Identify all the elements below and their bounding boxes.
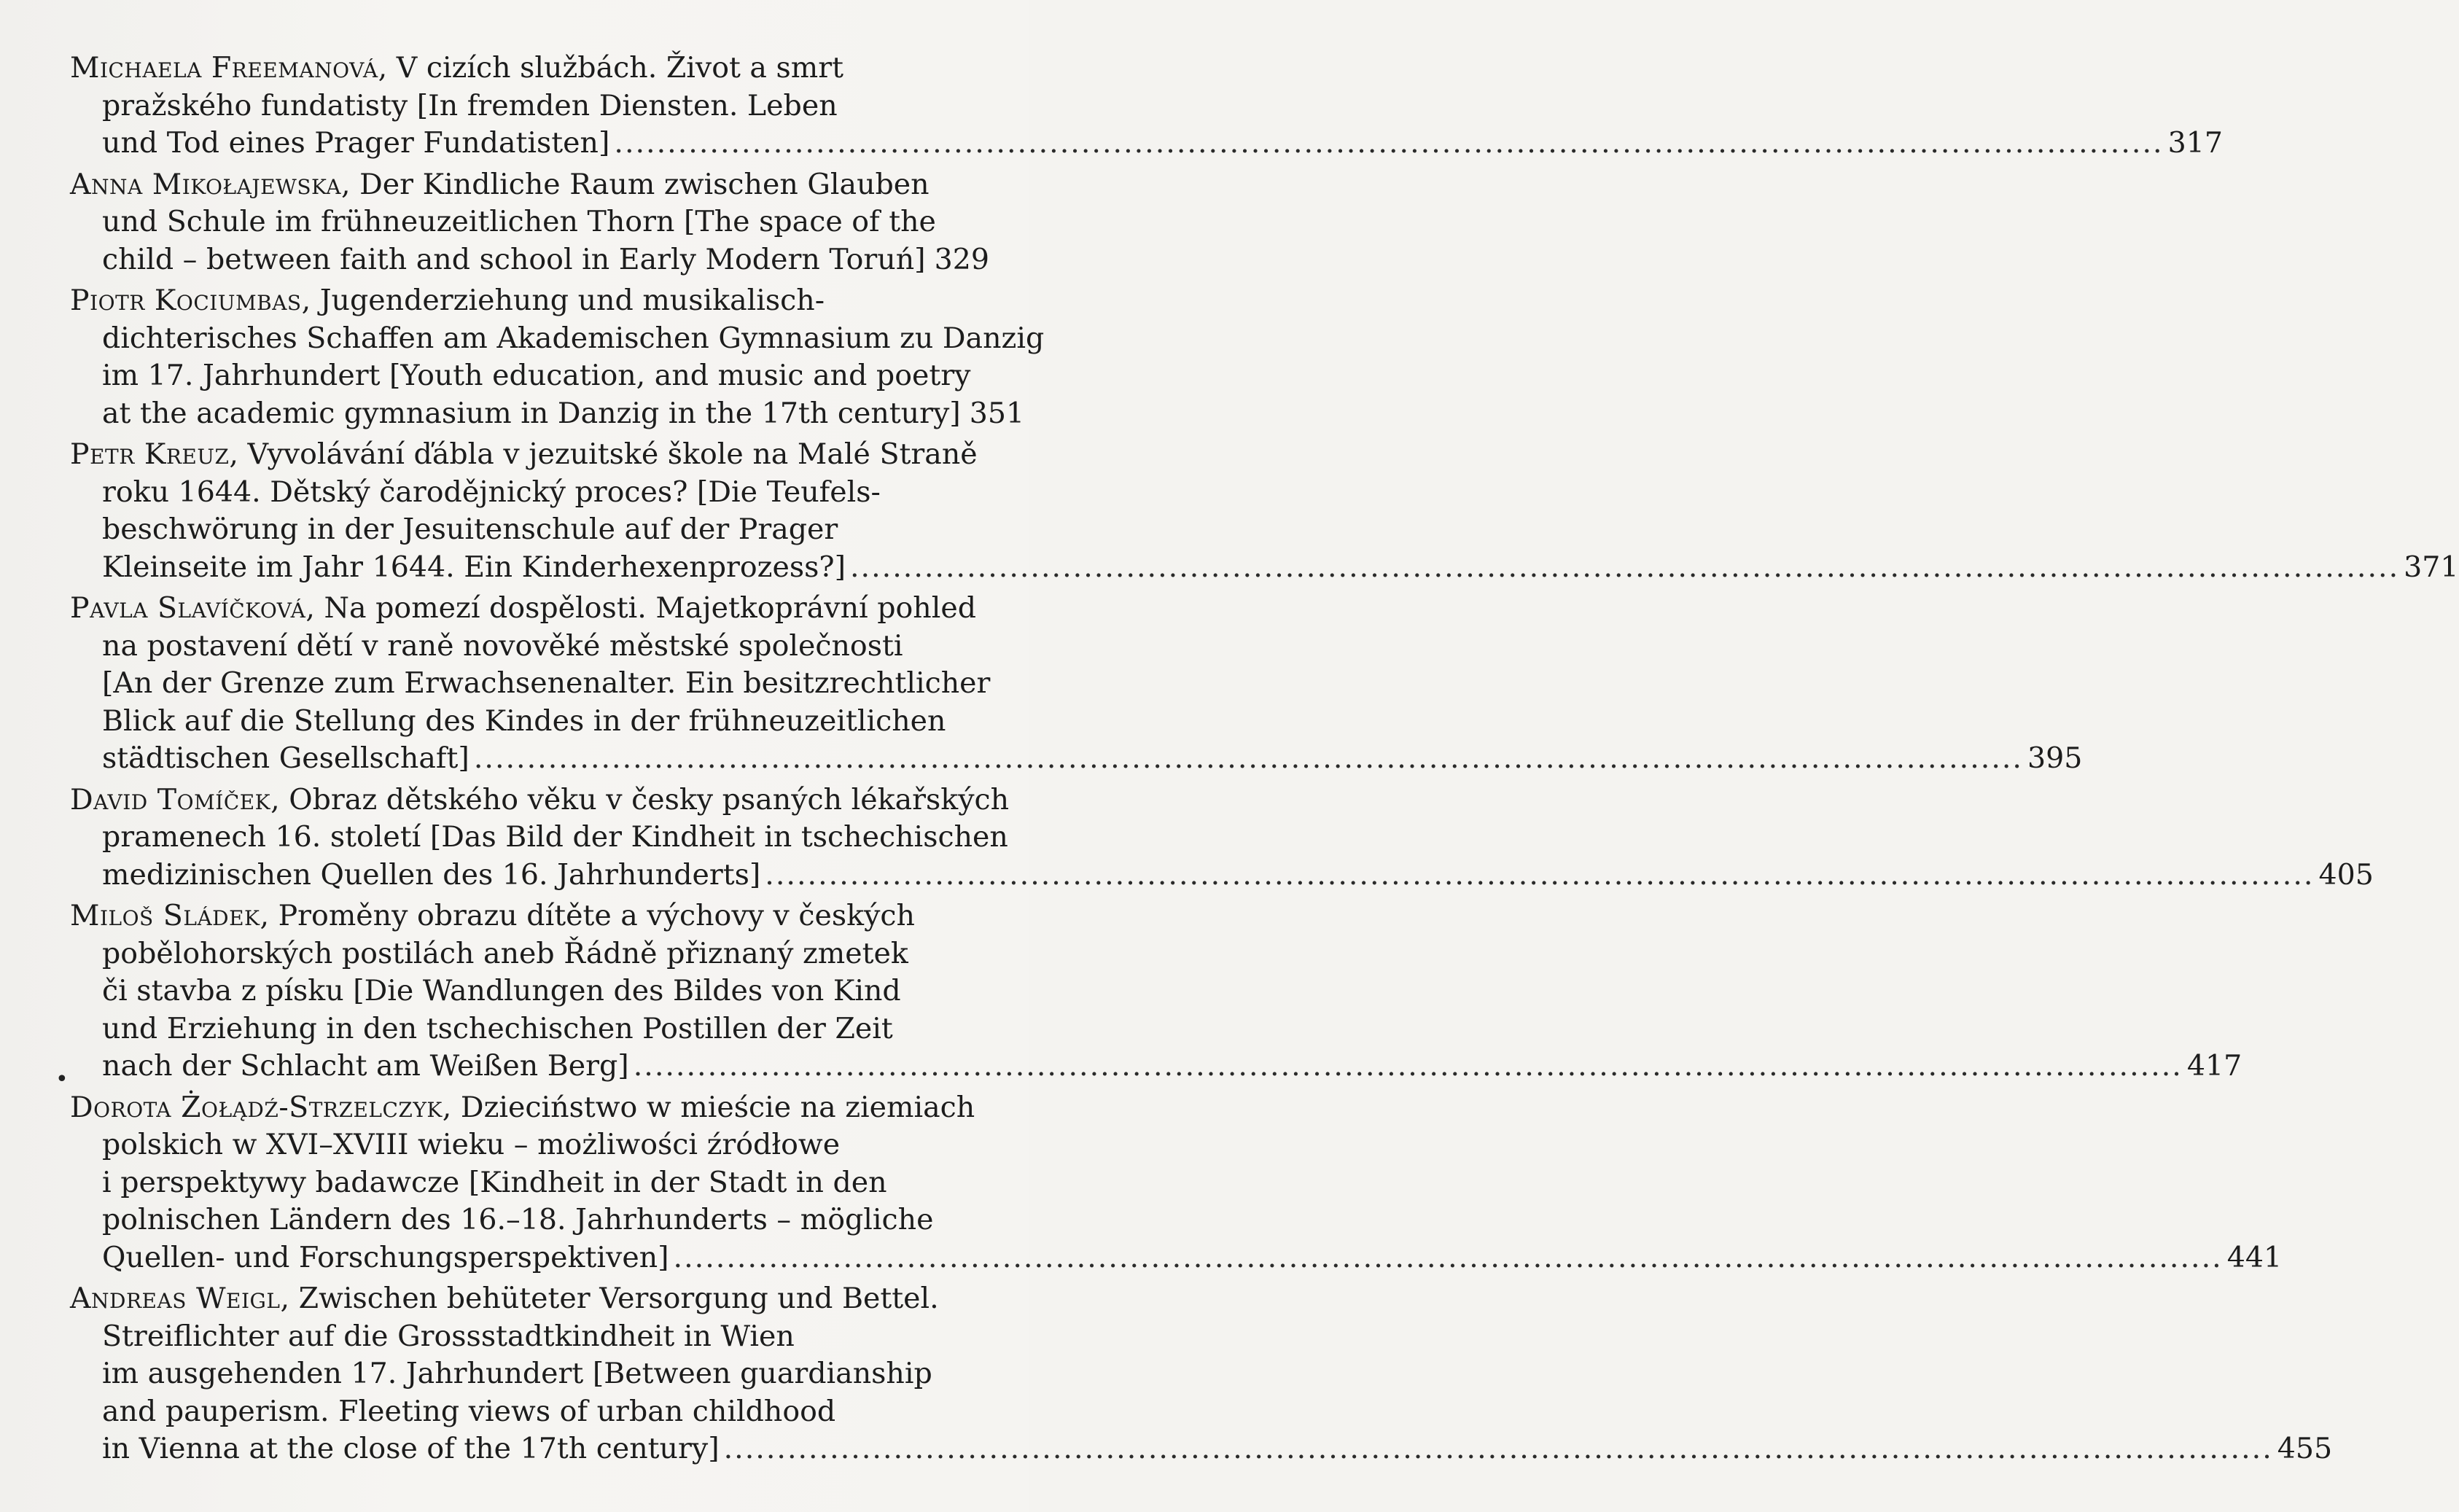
margin-mark: • — [55, 1067, 69, 1092]
entry-title-line: roku 1644. Dětský čarodějnický proces? [Die Teufels- — [102, 475, 881, 509]
entry-title-line: and pauperism. Fleeting views of urban childhood — [102, 1394, 836, 1428]
page-number: 395 — [2027, 741, 2083, 775]
toc-entry — [70, 50, 2223, 163]
entry-title-line: polnischen Ländern des 16.–18. Jahrhunderts – mögliche — [102, 1203, 934, 1236]
entry-title-line: , Obraz dětského věku v česky psaných lékařských — [270, 782, 1010, 817]
entry-title-line: , V cizích službách. Život a smrt — [378, 51, 844, 85]
dot-leader — [724, 1430, 2273, 1468]
entry-author: Pavla Slavíčková — [70, 591, 306, 625]
entry-title-line: und Schule im frühneuzeitlichen Thorn [The space of the — [102, 205, 936, 238]
entry-title-line: , Vyvolávání ďábla v jezuitské škole na Malé Straně — [229, 437, 978, 471]
toc-entry — [70, 590, 2083, 778]
entry-title-line: na postavení dětí v raně novověké městské společnosti — [102, 628, 903, 663]
entry-title-line: städtischen Gesellschaft] — [102, 741, 469, 775]
entry-author: Michaela Freemanová — [70, 51, 378, 85]
entry-title-line: pobělohorských postilách aneb Řádně přiznaný zmetek — [102, 936, 908, 970]
entry-title-line: , Zwischen behüteter Versorgung und Bettel. — [280, 1282, 939, 1315]
entry-title-line: im ausgehenden 17. Jahrhundert [Between guardianship — [102, 1357, 932, 1390]
dot-leader — [614, 125, 2163, 163]
dot-leader — [634, 1048, 2183, 1086]
entry-author: Piotr Kociumbas — [70, 284, 302, 317]
page-number: 441 — [2226, 1240, 2283, 1274]
entry-title-line: , Jugenderziehung und musikalisch- — [301, 284, 825, 317]
dot-leader — [850, 549, 2399, 587]
page-number: 351 — [969, 396, 1025, 430]
entry-title-line: Quellen- und Forschungsperspektiven] — [102, 1240, 669, 1274]
page-number: 405 — [2318, 857, 2374, 892]
entry-author: David Tomíček — [70, 782, 271, 817]
table-of-contents — [70, 50, 2459, 1472]
toc-entry — [70, 782, 2374, 895]
toc-entry — [70, 897, 2242, 1086]
entry-title-line: dichterisches Schaffen am Akademischen Gymnasium zu Danzig — [102, 321, 1045, 355]
entry-title-line: , Der Kindliche Raum zwischen Glauben — [341, 167, 930, 201]
entry-title-line: nach der Schlacht am Weißen Berg] — [102, 1049, 629, 1083]
entry-author: Anna Mikołajewska — [70, 167, 342, 201]
entry-title-line: Streiflichter auf die Grossstadtkindheit in Wien — [102, 1319, 795, 1353]
toc-entry — [70, 1089, 2283, 1277]
entry-title-line: im 17. Jahrhundert [Youth education, and music and poetry — [102, 359, 971, 392]
page-number: 329 — [934, 242, 989, 276]
entry-author: Dorota Żołądź-Strzelczyk — [70, 1090, 443, 1124]
entry-title-line: či stavba z písku [Die Wandlungen des Bildes von Kind — [102, 974, 901, 1008]
toc-entry — [70, 436, 2459, 586]
entry-author: Andreas Weigl — [70, 1282, 281, 1315]
dot-leader — [674, 1239, 2223, 1277]
entry-title-line: i perspektywy badawcze [Kindheit in der Stadt in den — [102, 1165, 887, 1199]
page-number: 371 — [2404, 550, 2459, 584]
entry-title-line: pramenech 16. století [Das Bild der Kindheit in tschechischen — [102, 820, 1008, 854]
entry-title-line: pražského fundatisty [In fremden Diensten. Leben — [102, 88, 838, 122]
entry-title-line: und Erziehung in den tschechischen Postillen der Zeit — [102, 1011, 893, 1045]
entry-author: Miloš Sládek — [70, 899, 260, 932]
entry-title-line: medizinischen Quellen des 16. Jahrhunderts] — [102, 857, 761, 892]
toc-entry — [70, 1280, 2333, 1468]
page-number: 417 — [2186, 1049, 2242, 1083]
dot-leader — [765, 857, 2314, 895]
entry-title-line: polskich w XVI–XVIII wieku – możliwości źródłowe — [102, 1128, 841, 1161]
entry-title-line: und Tod eines Prager Fundatisten] — [102, 126, 610, 160]
dot-leader — [474, 740, 2023, 778]
entry-title-line: , Na pomezí dospělosti. Majetkoprávní pohled — [305, 591, 977, 625]
entry-title-line: in Vienna at the close of the 17th century] — [102, 1432, 720, 1465]
entry-author: Petr Kreuz — [70, 437, 230, 471]
page-number: 317 — [2167, 126, 2223, 160]
entry-title-line: , Proměny obrazu dítěte a výchovy v českých — [260, 899, 915, 932]
entry-title-line: at the academic gymnasium in Danzig in the 17th century] — [102, 396, 961, 430]
toc-entry — [70, 166, 989, 279]
toc-entry — [70, 282, 1045, 432]
entry-title-line: Kleinseite im Jahr 1644. Ein Kinderhexenprozess?] — [102, 550, 846, 584]
entry-title-line: beschwörung in der Jesuitenschule auf der Prager — [102, 513, 838, 546]
entry-title-line: child – between faith and school in Early Modern Toruń] — [102, 242, 926, 276]
entry-title-line: , Dzieciństwo w mieście na ziemiach — [442, 1090, 975, 1124]
entry-title-line: [An der Grenze zum Erwachsenenalter. Ein besitzrechtlicher — [102, 666, 991, 700]
entry-title-line: Blick auf die Stellung des Kindes in der frühneuzeitlichen — [102, 704, 946, 738]
page-number: 455 — [2277, 1432, 2333, 1465]
